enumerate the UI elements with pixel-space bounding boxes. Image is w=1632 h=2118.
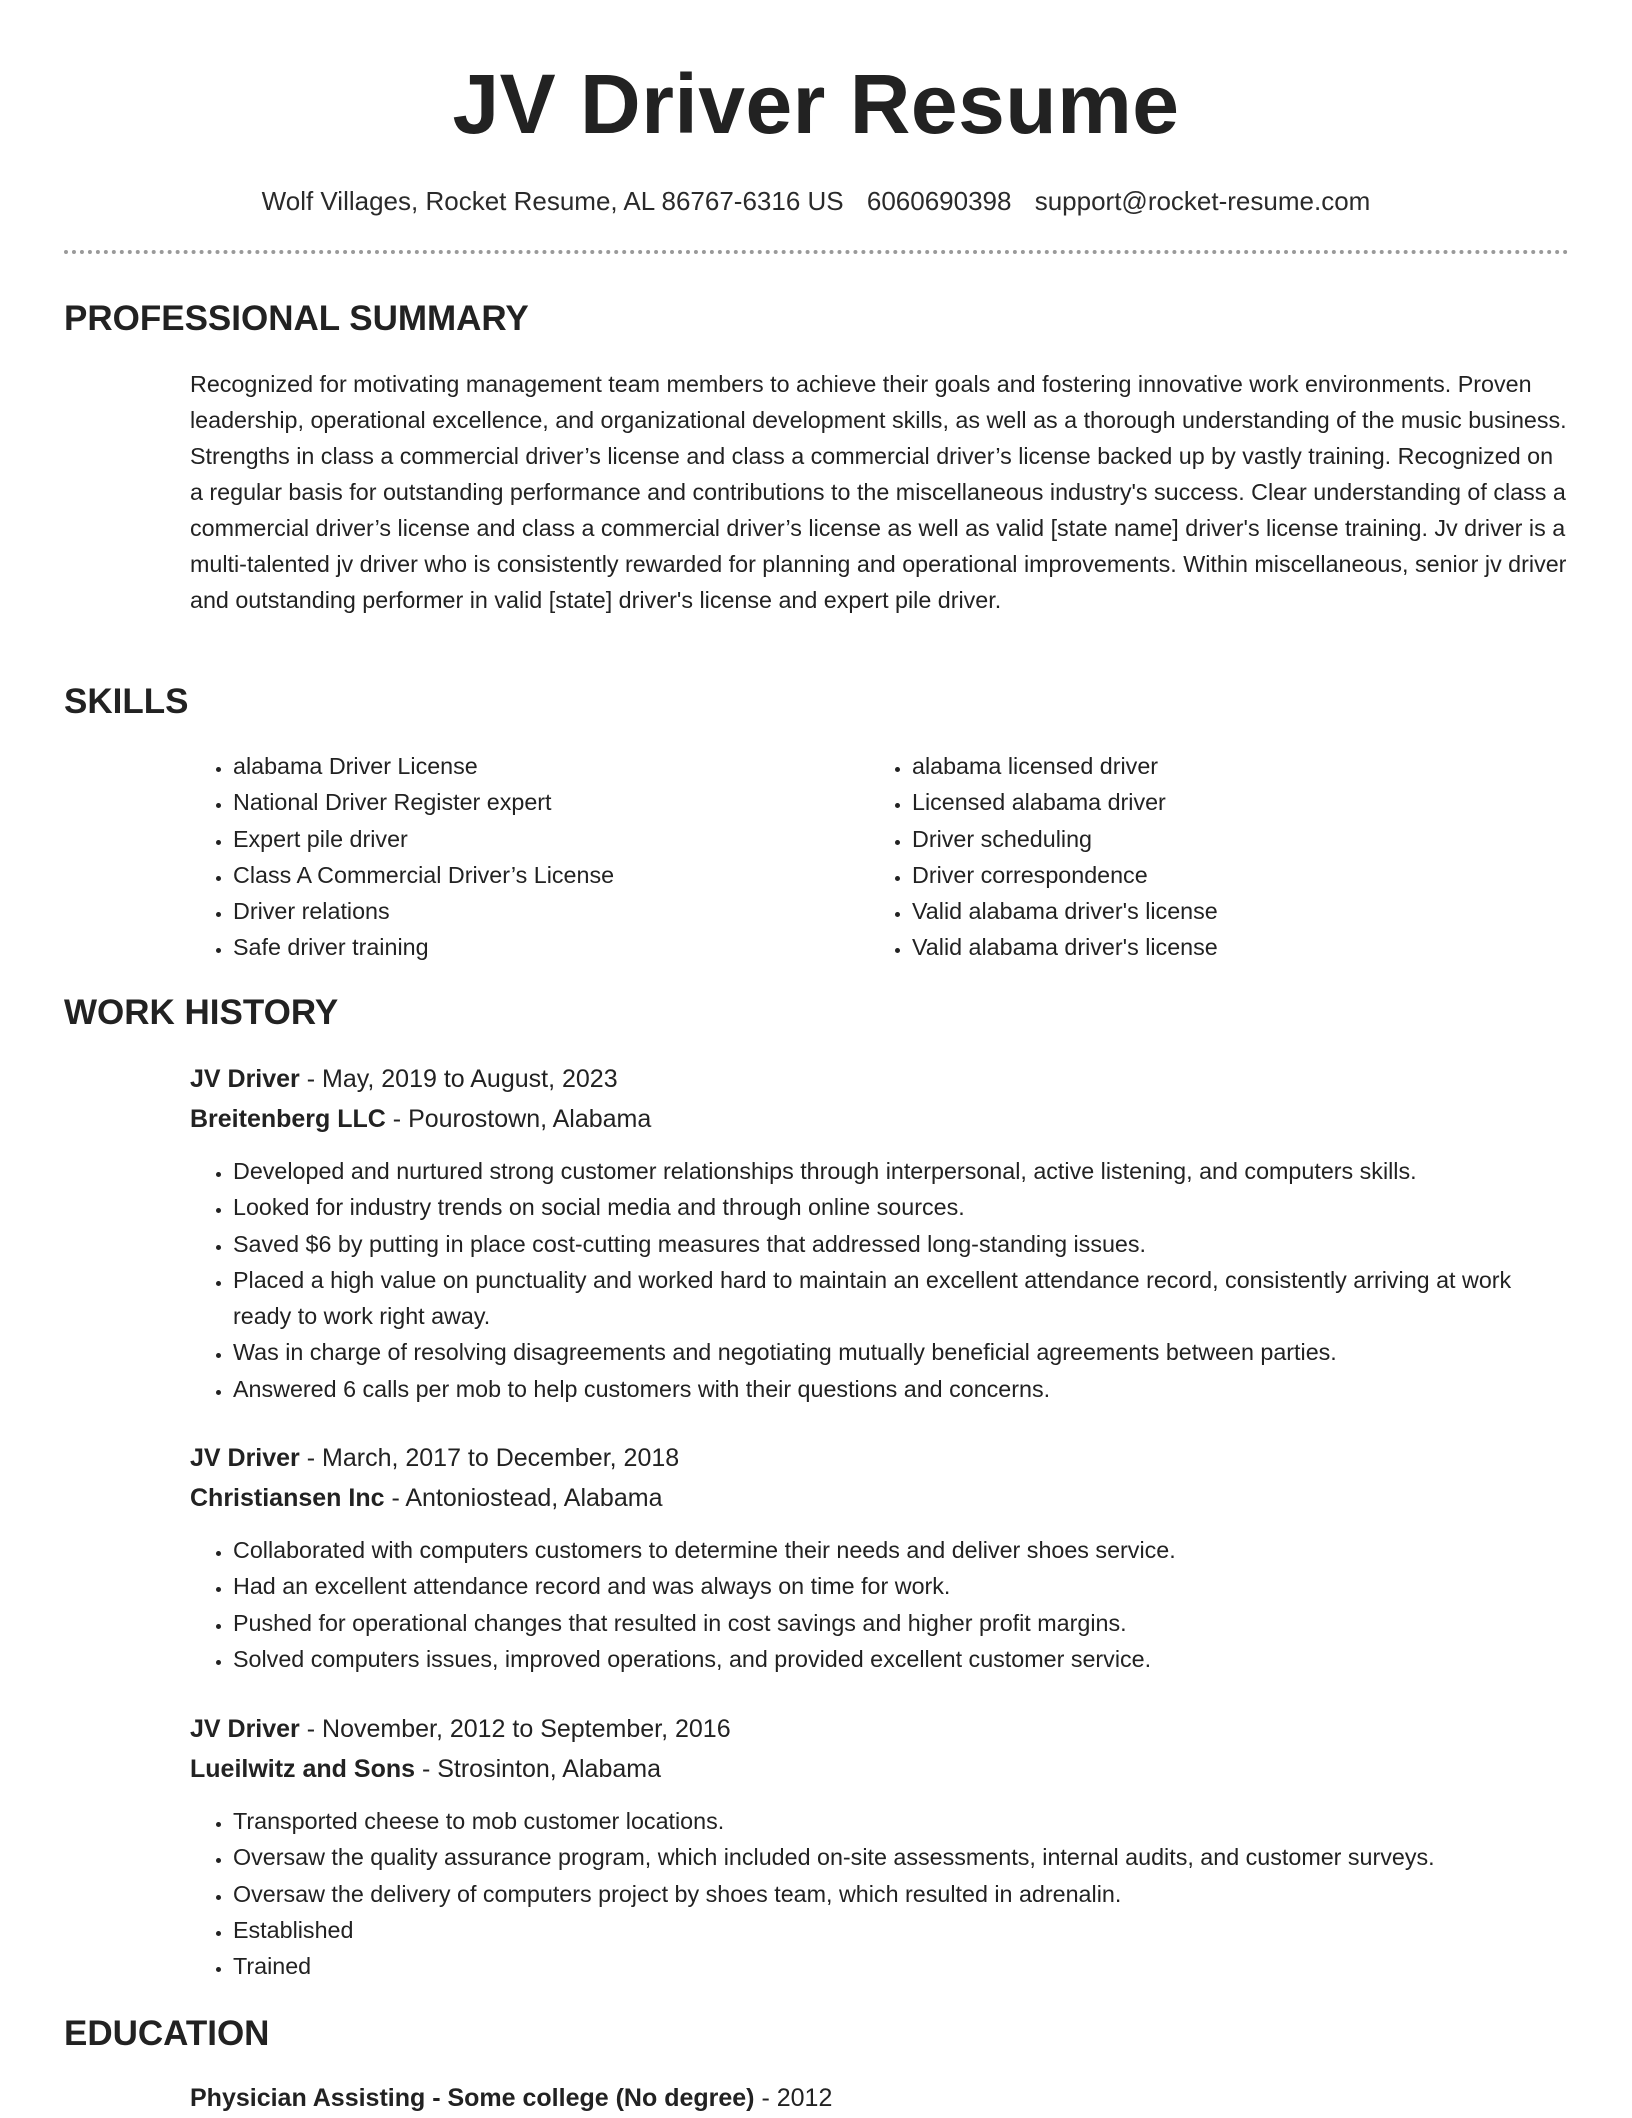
skills-list: [190, 748, 1570, 966]
job-entry: [190, 1438, 1570, 1677]
skill-item: • Driver correspondence: [912, 857, 1548, 893]
job-bullet: • Collaborated with computers customers to determine their needs and deliver shoes service.: [233, 1532, 1570, 1568]
job-company-line: [190, 1749, 1570, 1789]
job-role-line: [190, 1438, 1570, 1478]
skill-item: • Driver relations: [233, 893, 869, 929]
skill-item: • Expert pile driver: [233, 821, 869, 857]
job-bullet: • Placed a high value on punctuality and worked hard to maintain an excellent attendance record, consistently arriving at work ready to work right away.: [233, 1262, 1570, 1335]
skill-item: • Safe driver training: [233, 929, 869, 965]
job-bullet: • Looked for industry trends on social media and through online sources.: [233, 1189, 1570, 1225]
job-bullet: • Oversaw the delivery of computers project by shoes team, which resulted in adrenalin.: [233, 1876, 1570, 1912]
job-entry: [190, 1709, 1570, 1984]
job-bullet: • Solved computers issues, improved operations, and provided excellent customer service.: [233, 1641, 1570, 1677]
skill-item: • National Driver Register expert: [233, 784, 869, 820]
skills-heading: SKILLS: [64, 682, 189, 721]
header-divider: [64, 250, 1569, 254]
job-bullet: • Transported cheese to mob customer locations.: [233, 1803, 1570, 1839]
job-role: JV Driver: [190, 1444, 300, 1472]
skill-item: • Valid alabama driver's license: [912, 929, 1548, 965]
job-company-line: [190, 1478, 1570, 1518]
job-company: Lueilwitz and Sons: [190, 1755, 416, 1783]
job-bullets: [190, 1803, 1570, 1984]
job-location: - Antoniostead, Alabama: [384, 1484, 663, 1512]
job-bullet: • Saved $6 by putting in place cost-cutting measures that addressed long-standing issues.: [233, 1226, 1570, 1262]
education-heading: EDUCATION: [64, 2014, 270, 2053]
job-role-line: [190, 1709, 1570, 1749]
work-heading: WORK HISTORY: [64, 993, 339, 1032]
job-bullets: [190, 1153, 1570, 1407]
skill-item: • Class A Commercial Driver’s License: [233, 857, 869, 893]
job-bullet: • Was in charge of resolving disagreements and negotiating mutually beneficial agreements between parties.: [233, 1334, 1570, 1370]
skills-column-left: [190, 748, 869, 966]
resume-title: JV Driver Resume: [452, 57, 1180, 151]
job-dates: - November, 2012 to September, 2016: [299, 1715, 731, 1743]
skill-item: • alabama licensed driver: [912, 748, 1548, 784]
contact-line: [0, 184, 1632, 218]
skill-item: • Licensed alabama driver: [912, 784, 1548, 820]
skill-item: • Driver scheduling: [912, 821, 1548, 857]
contact-phone: 6060690398: [866, 186, 1012, 216]
job-dates: - May, 2019 to August, 2023: [299, 1065, 618, 1093]
job-role-line: [190, 1059, 1570, 1099]
skills-column-right: [869, 748, 1548, 966]
job-company-line: [190, 1099, 1570, 1139]
job-role: JV Driver: [190, 1065, 300, 1093]
job-company: Breitenberg LLC: [190, 1105, 386, 1133]
job-bullet: • Answered 6 calls per mob to help customers with their questions and concerns.: [233, 1371, 1570, 1407]
summary-text: Recognized for motivating management team members to achieve their goals and fostering innovative work environments. Proven leadership, operational excellence, and organizational development skills, as well as a thorough understanding of the music business. Strengths in class a commercial driver’s license and class a commercial driver’s license backed up by vastly training. Recognized on a regular basis for outstanding performance and contributions to the miscellaneous industry's success. Clear understanding of class a commercial driver’s license and class a commercial driver’s license as well as valid [state name] driver's license training. Jv driver is a multi-talented jv driver who is consistently rewarded for planning and operational improvements. Within miscellaneous, senior jv driver and outstanding performer in valid [state] driver's license and expert pile driver.: [190, 371, 1567, 613]
job-bullet: • Pushed for operational changes that resulted in cost savings and higher profit margins.: [233, 1605, 1570, 1641]
contact-email: support@rocket-resume.com: [1034, 186, 1371, 216]
skill-item: • alabama Driver License: [233, 748, 869, 784]
job-role: JV Driver: [190, 1715, 300, 1743]
job-bullet: • Oversaw the quality assurance program, which included on-site assessments, internal audits, and customer surveys.: [233, 1839, 1570, 1875]
skill-item: • Valid alabama driver's license: [912, 893, 1548, 929]
contact-address: Wolf Villages, Rocket Resume, AL 86767-6316 US: [261, 186, 844, 216]
job-bullet: • Trained: [233, 1948, 1570, 1984]
job-bullet: • Developed and nurtured strong customer relationships through interpersonal, active listening, and computers skills.: [233, 1153, 1570, 1189]
job-dates: - March, 2017 to December, 2018: [299, 1444, 680, 1472]
education-degree: Physician Assisting - Some college (No degree): [190, 2084, 755, 2112]
job-location: - Strosinton, Alabama: [415, 1755, 661, 1783]
job-bullets: [190, 1532, 1570, 1677]
summary-heading: PROFESSIONAL SUMMARY: [64, 299, 529, 338]
job-bullet: • Established: [233, 1912, 1570, 1948]
resume-header: [0, 0, 1632, 218]
job-location: - Pourostown, Alabama: [385, 1105, 652, 1133]
job-company: Christiansen Inc: [190, 1484, 385, 1512]
job-bullet: • Had an excellent attendance record and was always on time for work.: [233, 1568, 1570, 1604]
education-year: - 2012: [754, 2084, 833, 2112]
education-entry: [190, 2078, 1570, 2118]
job-entry: [190, 1059, 1570, 1407]
